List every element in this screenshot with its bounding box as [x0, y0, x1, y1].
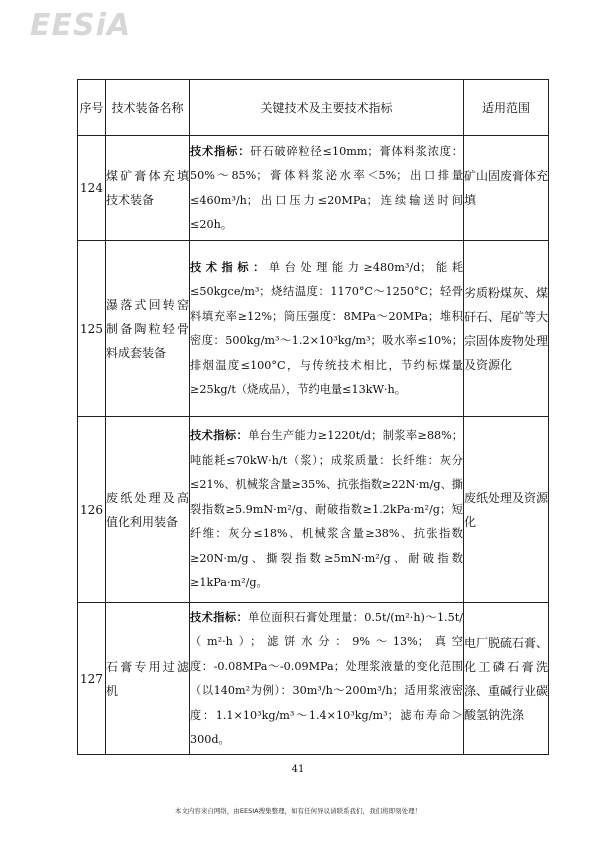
row-number: 125 [78, 241, 106, 417]
scope-cell: 废纸处理及资源化 [464, 417, 549, 603]
scope-cell: 电厂脱硫石膏、化工磷石膏洗涤、重碱行业碳酸氢钠洗涤 [464, 603, 549, 755]
table-header-row [78, 80, 549, 136]
scope-cell: 劣质粉煤灰、煤矸石、尾矿等大宗固体废物处理及资源化 [464, 241, 549, 417]
table-row [78, 603, 549, 755]
key-tech-text: 矸石破碎粒径≤10mm；膏体料浆浓度：50%～85%；膏体料浆泌水率＜5%；出口排量≤460m³/h；出口压力≤20MPa；连续输送时间≤20h。 [190, 144, 463, 231]
technology-table [77, 79, 549, 755]
equipment-name: 煤矿膏体充填技术装备 [106, 136, 190, 241]
row-number: 124 [78, 136, 106, 241]
row-number: 127 [78, 603, 106, 755]
table-row [78, 241, 549, 417]
table-row [78, 417, 549, 603]
tech-indicator-label: 技术指标： [190, 259, 269, 274]
tech-indicator-label: 技术指标： [190, 428, 249, 443]
tech-indicator-label: 技术指标： [190, 143, 251, 158]
equipment-name: 废纸处理及高值化利用装备 [106, 417, 190, 603]
header-no: 序号 [78, 80, 106, 136]
page-number: 41 [291, 764, 305, 775]
table-row [78, 136, 549, 241]
tech-indicator-label: 技术指标： [190, 609, 249, 624]
header-key-tech: 关键技术及主要技术指标 [190, 80, 464, 136]
key-tech-cell [190, 241, 464, 417]
key-tech-cell [190, 417, 464, 603]
header-equipment: 技术装备名称 [106, 80, 190, 136]
key-tech-text: 单台处理能力≥480m³/d；能耗≤50kgce/m³；烧结温度：1170°C～1250°C；轻骨料填充率≥12%；筒压强度：8MPa～20MPa；堆积密度：500kg/m³～1.2×10³kg/m³；吸水率≤10%；排烟温度≤100°C，与传统技术相比，节约标煤量≥25kg/t（烧成品），节约电量≤13kW·h。 [190, 260, 463, 396]
row-number: 126 [78, 417, 106, 603]
key-tech-cell [190, 603, 464, 755]
key-tech-text: 单台生产能力≥1220t/d；制浆率≥88%；吨能耗≤70kW·h/t（浆）；成浆质量：长纤维：灰分≤21%、机械浆含量≥35%、抗张指数≥22N·m/g、撕裂指数≥5.9mN·m²/g、耐破指数≥1.2kPa·m²/g；短纤维：灰分≤18%、机械浆含量≥38%、抗张指数≥20N·m/g、撕裂指数≥5mN·m²/g、耐破指数≥1kPa·m²/g。 [190, 429, 463, 590]
scope-cell: 矿山固废膏体充填 [464, 136, 549, 241]
footer-disclaimer: 本文内容来自网络，由EESIA搜集整理，如有任何异议请联系我们，我们将即刻处理！ [174, 807, 422, 815]
key-tech-cell [190, 136, 464, 241]
header-scope: 适用范围 [464, 80, 549, 136]
key-tech-text: 单位面积石膏处理量：0.5t/(m²·h)～1.5t/（m²·h）；滤饼水分：9%～13%；真空度：-0.08MPa～-0.09MPa；处理浆液量的变化范围（以140m²为例）：30m³/h～200m³/h；适用浆液密度：1.1×10³kg/m³～1.4×10³kg/m³；滤布寿命＞300d。 [190, 610, 463, 746]
equipment-name: 瀑落式回转窑制备陶粒轻骨料成套装备 [106, 241, 190, 417]
equipment-name: 石膏专用过滤机 [106, 603, 190, 755]
eesia-logo: EESiA [30, 8, 132, 43]
